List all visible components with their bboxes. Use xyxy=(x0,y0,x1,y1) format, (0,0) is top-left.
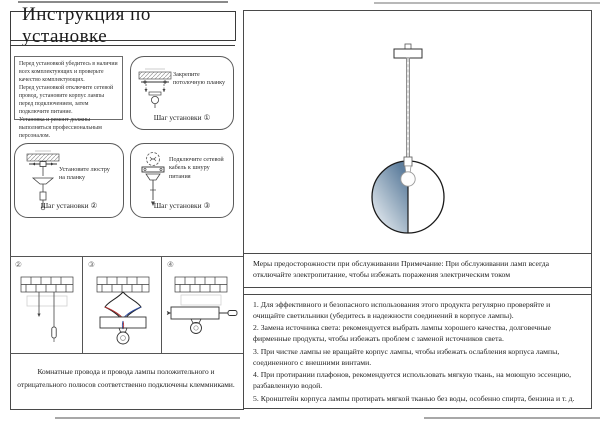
step-label: Шаг установки ① xyxy=(153,113,211,122)
intro-line: Установка и ремонт должны выполняться профессиональным персоналом. xyxy=(19,117,102,140)
page-title: Инструкция по установке xyxy=(22,4,151,47)
maintenance-item: 2. Замена источника света: рекомендуется выбрать лампы хорошего качества, долговечные фирменные продукты, чтобы избежать проблем с заменой источников света. xyxy=(253,323,551,344)
wire-connection-diagram xyxy=(83,269,162,353)
title-box xyxy=(10,4,236,47)
step-label: Шаг установки ③ xyxy=(153,201,211,210)
step-number-badge: ② xyxy=(90,201,98,210)
panel-number-badge: ④ xyxy=(167,260,174,269)
title-double-rule xyxy=(10,45,235,46)
maintenance-item: 3. При чистке лампы не вращайте корпус лампы, чтобы избежать ослабления корпуса лампы, соединенного с внешними винтами. xyxy=(253,346,560,367)
scan-mark-top-left xyxy=(18,1,228,3)
step-label: Шаг установки ② xyxy=(40,201,98,210)
maintenance-item: 5. Кронштейн корпуса лампы протирать мягкой тканью без воды, особенно спирта, бензина и т. д. xyxy=(253,393,575,403)
scan-mark-top-right xyxy=(374,2,600,4)
step-caption: Подключите сетевой кабель к шнуру питания xyxy=(169,156,224,180)
lamp-socket xyxy=(404,157,412,166)
step-number-badge: ③ xyxy=(203,201,211,210)
intro-warning-box xyxy=(14,56,123,140)
light-bulb xyxy=(401,172,415,186)
panel-number-badge: ③ xyxy=(88,260,95,269)
maintenance-item: 4. При протирании плафонов, рекомендуется использовать мягкую ткань, на моющую эссенцию, разбавленную водой. xyxy=(253,370,572,391)
panel-number-badge: ② xyxy=(15,260,22,269)
precaution-text: Меры предосторожности при обслуживании Примечание: При обслуживании ламп всегда отключайте электропитание, чтобы избежать поражения электрическим током xyxy=(253,259,550,280)
step-box-1 xyxy=(130,56,234,130)
wiring-footer-note: Комнатные провода и провода лампы положительного и отрицательного полюсов соответственно подключены клеммниками. xyxy=(17,367,235,389)
wiring-panels xyxy=(10,256,243,354)
step-caption: Установите люстру на планку xyxy=(59,166,110,182)
hanging-wires-diagram xyxy=(10,269,83,353)
wiring-panel-hang-wires xyxy=(10,257,83,353)
step-caption: Закрепите потолочную планку xyxy=(173,71,226,87)
wiring-panel-fix-base xyxy=(162,257,243,353)
intro-line: Перед установкой убедитесь в наличии всех комплектующих и проверьте качество комплектующих. xyxy=(19,61,118,83)
step-box-2 xyxy=(14,143,124,218)
maintenance-list xyxy=(253,300,583,406)
ceiling-plate-diagram xyxy=(137,65,173,109)
fix-base-screwdriver-diagram xyxy=(162,269,243,353)
scan-mark-bottom-left xyxy=(55,417,240,419)
glass-shade-tinted-half xyxy=(372,161,408,233)
connect-cable-diagram xyxy=(137,150,171,208)
precaution-box xyxy=(243,253,592,287)
step-box-3 xyxy=(130,143,234,218)
scan-mark-bottom-right xyxy=(424,417,600,419)
intro-line: Перед установкой отключите сетевой провод, установите корпус лампы перед подключением, затем подключите питание. xyxy=(19,85,114,115)
maintenance-item: 1. Для эффективного и безопасного использования этого продукта регулярно проверяйте и очищайте светильники (убедитесь в надежности соединений в корпусе лампы). xyxy=(253,300,551,320)
bulb-neck xyxy=(405,166,411,172)
ceiling-canopy xyxy=(394,49,422,58)
step-number-badge: ① xyxy=(203,113,211,122)
pendant-lamp-illustration xyxy=(244,11,591,253)
section-divider-band xyxy=(243,287,592,295)
wiring-panel-connect-wires xyxy=(83,257,162,353)
